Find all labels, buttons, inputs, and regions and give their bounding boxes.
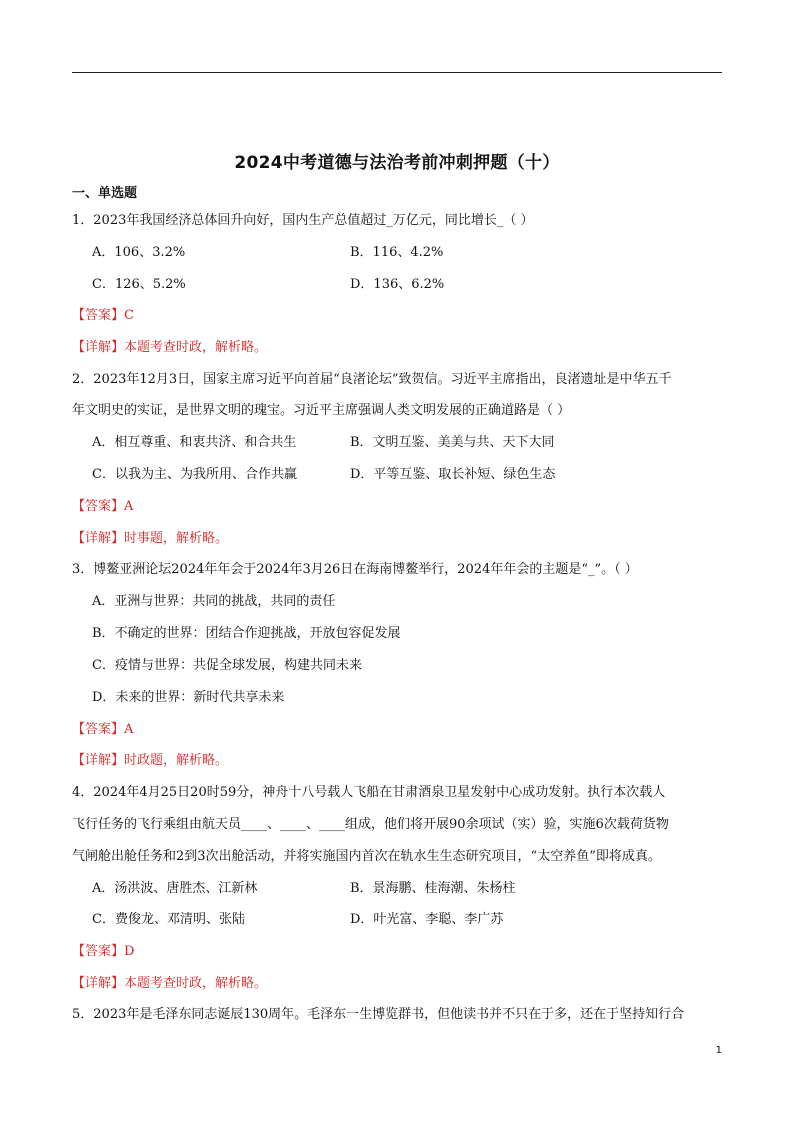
q2-stem-line2: 年文明史的实证，是世界文明的瑰宝。习近平主席强调人类文明发展的正确道路是（ ） [72, 403, 571, 418]
q3-stem: 3．博鳌亚洲论坛2024年年会于2024年3月26日在海南博鳌举行，2024年年会的主题是“_”。（ ） [72, 562, 638, 577]
q2-option-c: C．以我为主、为我所用、合作共赢 [92, 467, 297, 482]
q1-stem: 1．2023年我国经济总体回升向好，国内生产总值超过_万亿元，同比增长_（ ） [72, 213, 534, 228]
q2-option-d: D．平等互鉴、取长补短、绿色生态 [350, 467, 556, 482]
q3-option-b: B．不确定的世界：团结合作迎挑战，开放包容促发展 [92, 626, 401, 641]
q1-option-c: C．126、5.2% [92, 277, 186, 292]
q4-explanation: 【详解】本题考查时政，解析略。 [72, 976, 268, 991]
q1-answer: 【答案】C [72, 308, 134, 323]
q2-option-b: B．文明互鉴、美美与共、天下大同 [350, 435, 555, 450]
q4-option-b: B．景海鹏、桂海潮、朱杨柱 [350, 881, 516, 896]
q3-explanation: 【详解】时政题，解析略。 [72, 753, 229, 768]
page-title: 2024中考道德与法治考前冲刺押题（十） [234, 153, 560, 173]
q4-answer: 【答案】D [72, 944, 135, 959]
q2-option-a: A．相互尊重、和衷共济、和合共生 [92, 435, 297, 450]
q3-option-c: C．疫情与世界：共促全球发展，构建共同未来 [92, 658, 362, 673]
q1-option-b: B．116、4.2% [350, 245, 444, 260]
header-rule [72, 72, 722, 73]
q5-stem-line1: 5．2023年是毛泽东同志诞辰130周年。毛泽东一生博览群书，但他读书并不只在于多，还在于坚持知行合 [72, 1007, 685, 1022]
q4-stem-line2: 飞行任务的飞行乘组由航天员____、____、____组成，他们将开展90余项试（实）验，实施6次载荷货物 [72, 817, 669, 832]
q3-option-a: A．亚洲与世界：共同的挑战，共同的责任 [92, 594, 336, 609]
q4-option-d: D．叶光富、李聪、李广苏 [350, 912, 504, 927]
section-heading: 一、单选题 [72, 186, 138, 201]
q3-option-d: D．未来的世界：新时代共享未来 [92, 690, 285, 705]
q1-option-a: A．106、3.2% [92, 245, 186, 260]
q3-answer: 【答案】A [72, 722, 134, 737]
q4-option-c: C．费俊龙、邓清明、张陆 [92, 912, 245, 927]
q4-stem-line1: 4．2024年4月25日20时59分，神舟十八号载人飞船在甘肃酒泉卫星发射中心成功发射。执行本次载人 [72, 785, 666, 800]
q2-stem-line1: 2．2023年12月3日，国家主席习近平向首届“良渚论坛”致贺信。习近平主席指出，良渚遗址是中华五千 [72, 372, 672, 387]
q4-option-a: A．汤洪波、唐胜杰、江新林 [92, 881, 258, 896]
page-number: 1 [715, 1045, 722, 1056]
q1-explanation: 【详解】本题考查时政，解析略。 [72, 340, 268, 355]
q2-explanation: 【详解】时事题，解析略。 [72, 531, 229, 546]
q2-answer: 【答案】A [72, 499, 134, 514]
q1-option-d: D．136、6.2% [350, 277, 445, 292]
q4-stem-line3: 气闸舱出舱任务和2到3次出舱活动，并将实施国内首次在轨水生生态研究项目，“太空养鱼”即将成真。 [72, 849, 661, 864]
